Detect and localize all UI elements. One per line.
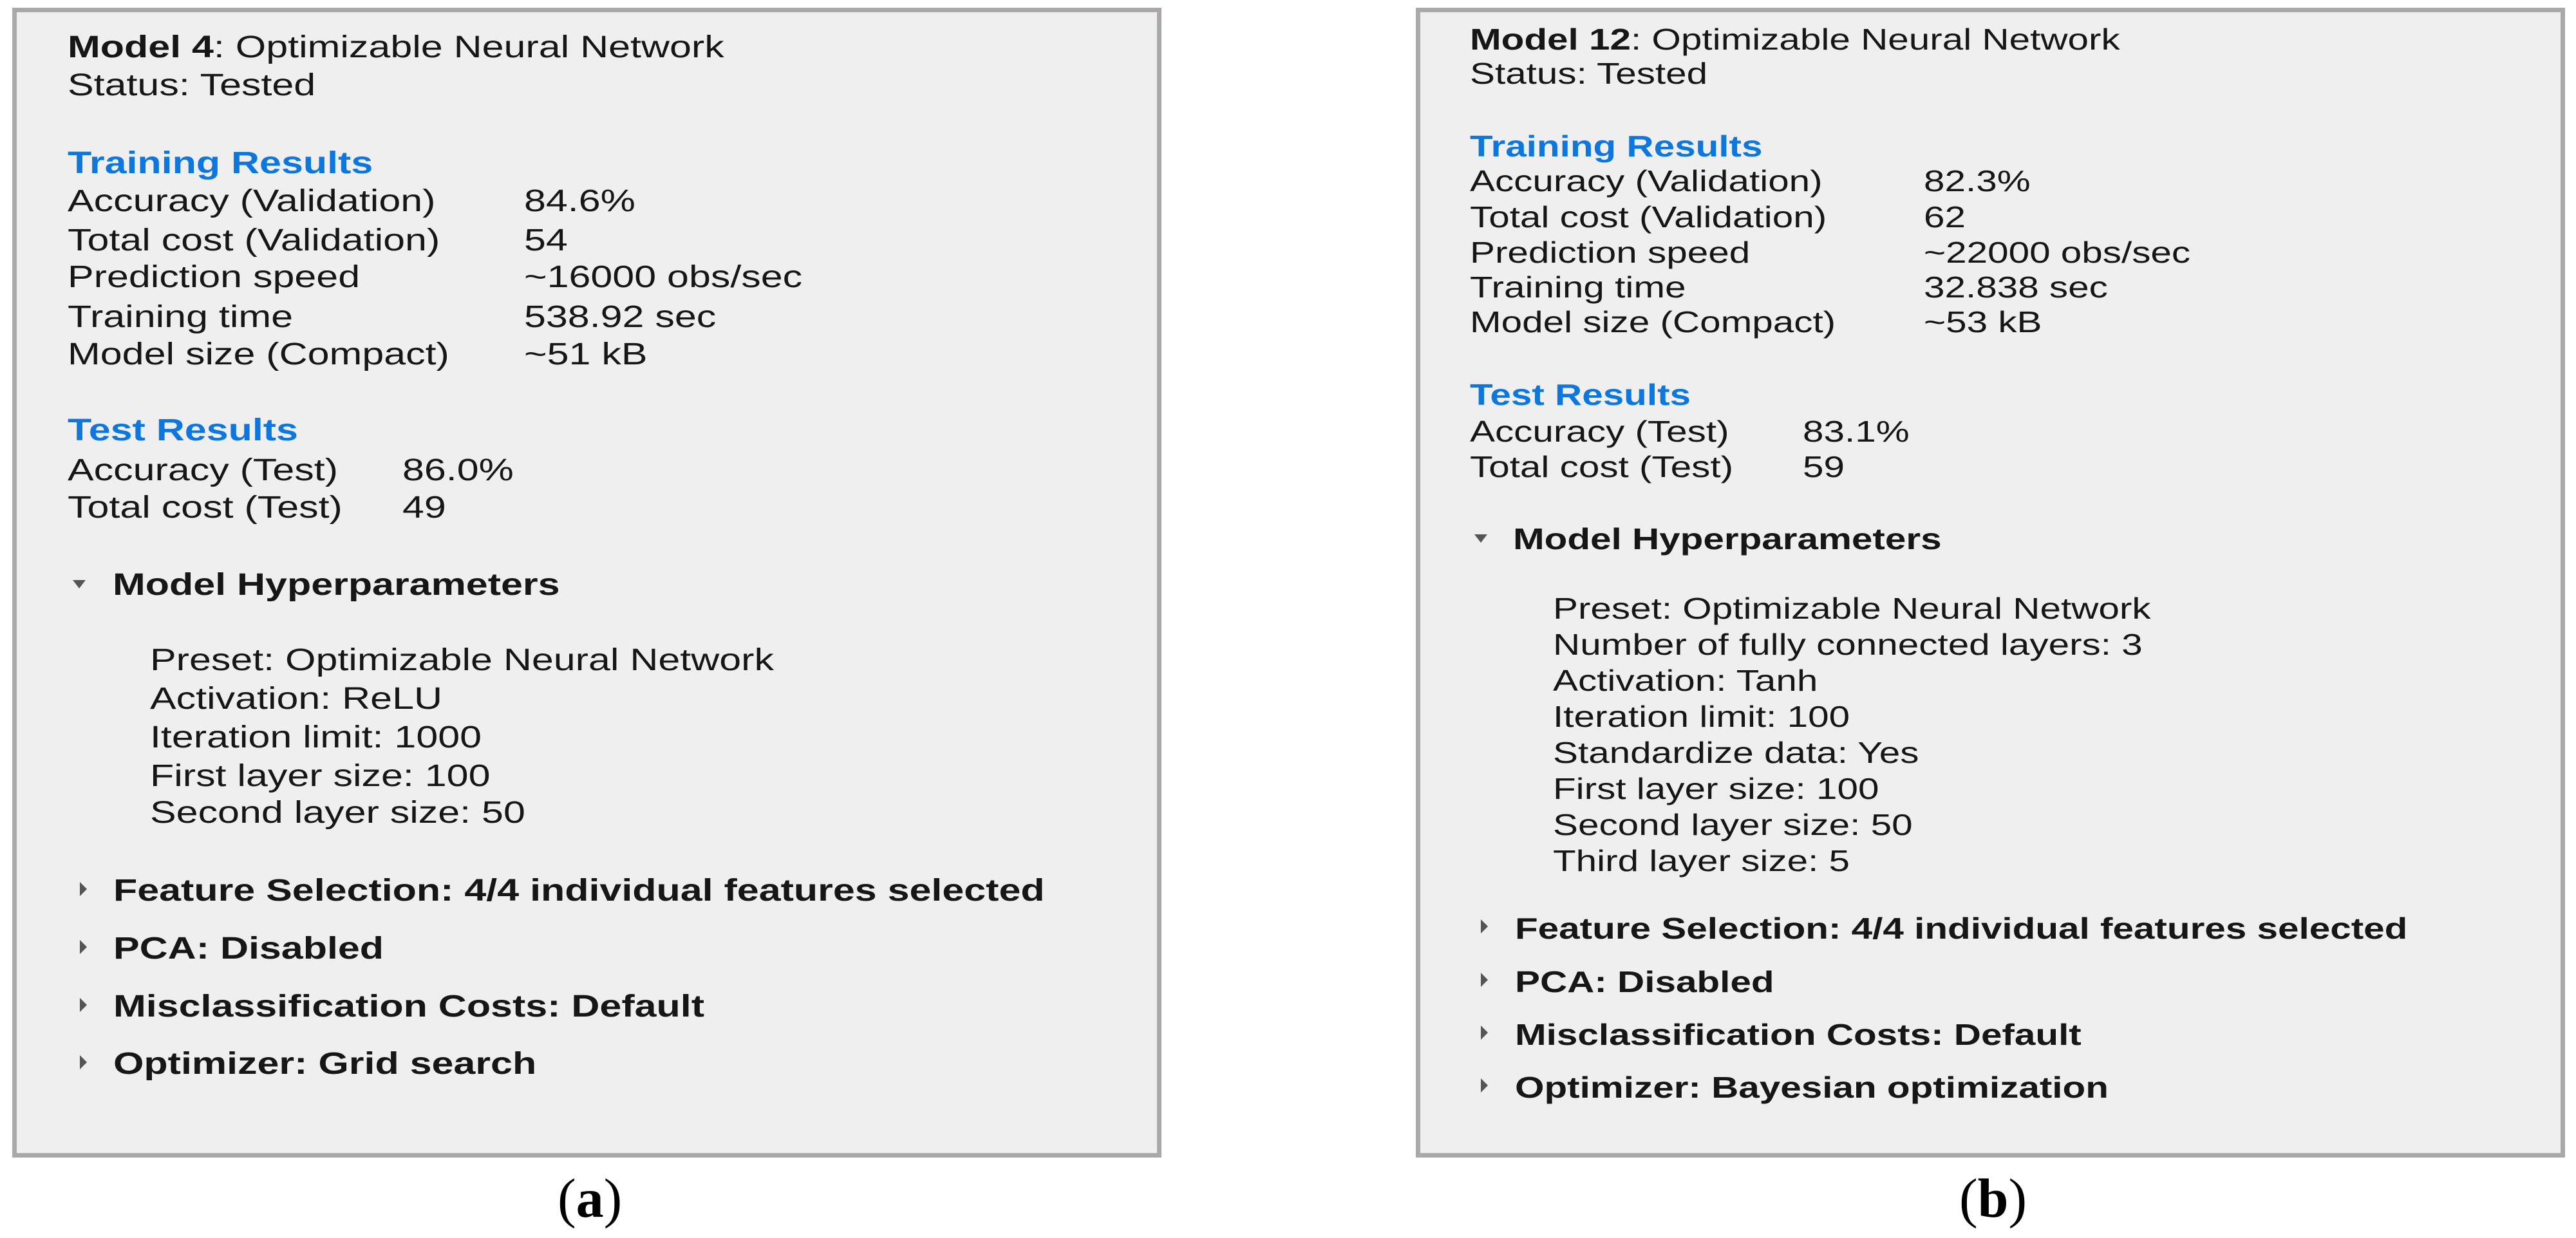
test-row-label: Total cost (Test) <box>1470 450 1734 483</box>
optimizer-section-toggle[interactable]: Optimizer: Bayesian optimization <box>1515 1071 2109 1104</box>
test-results-heading: Test Results <box>68 413 298 447</box>
training-row-label: Model size (Compact) <box>68 337 449 371</box>
training-row-value: 84.6% <box>524 184 635 218</box>
training-row-value: 538.92 sec <box>524 300 717 334</box>
caption-letter: b <box>1977 1167 2009 1229</box>
hyperparameter-item: First layer size: 100 <box>1553 772 1879 805</box>
hyperparameter-item: Second layer size: 50 <box>150 796 525 830</box>
training-row-label: Accuracy (Validation) <box>1470 164 1823 198</box>
hyperparameters-section-toggle[interactable]: Model Hyperparameters <box>1513 522 1942 556</box>
training-results-heading: Training Results <box>1470 129 1763 163</box>
model-title <box>68 32 724 63</box>
misclassification-costs-section-toggle[interactable]: Misclassification Costs: Default <box>113 989 705 1024</box>
test-row-value: 49 <box>402 491 446 525</box>
disclosure-triangle-collapsed-icon[interactable] <box>80 998 87 1012</box>
training-row-value: 82.3% <box>1924 164 2031 198</box>
model-status: Status: Tested <box>1470 57 1708 90</box>
disclosure-triangle-collapsed-icon[interactable] <box>80 1055 87 1069</box>
feature-selection-section-toggle[interactable]: Feature Selection: 4/4 individual features selected <box>113 874 1045 908</box>
hyperparameter-item: Iteration limit: 100 <box>1553 700 1850 733</box>
training-row-label: Model size (Compact) <box>1470 305 1836 339</box>
hyperparameter-item: First layer size: 100 <box>150 759 491 793</box>
model-title <box>1470 24 2120 54</box>
figure-caption-b <box>1959 1167 2027 1229</box>
training-row-label: Accuracy (Validation) <box>68 184 436 218</box>
training-row-label: Total cost (Validation) <box>1470 200 1827 234</box>
training-row-label: Total cost (Validation) <box>68 223 440 258</box>
hyperparameter-item: Activation: ReLU <box>150 682 443 716</box>
training-row-label: Prediction speed <box>1470 236 1751 269</box>
test-row-label: Accuracy (Test) <box>1470 415 1729 448</box>
training-row-value: 62 <box>1924 200 1966 234</box>
disclosure-triangle-collapsed-icon[interactable] <box>80 882 87 896</box>
hyperparameter-item: Preset: Optimizable Neural Network <box>150 643 774 677</box>
hyperparameter-item: Standardize data: Yes <box>1553 736 1919 769</box>
disclosure-triangle-expanded-icon[interactable] <box>73 580 86 588</box>
disclosure-triangle-collapsed-icon[interactable] <box>1481 919 1488 933</box>
hyperparameters-section-toggle[interactable]: Model Hyperparameters <box>113 568 560 602</box>
hyperparameter-item: Third layer size: 5 <box>1553 844 1850 877</box>
training-row-value: ~51 kB <box>524 337 648 371</box>
model-label: Model 12 <box>1470 23 1631 56</box>
caption-letter: a <box>576 1167 604 1229</box>
training-row-value: 54 <box>524 223 568 258</box>
test-row-value: 86.0% <box>402 453 514 487</box>
disclosure-triangle-collapsed-icon[interactable] <box>1481 973 1488 987</box>
training-row-label: Training time <box>68 300 294 334</box>
hyperparameter-item: Number of fully connected layers: 3 <box>1553 628 2143 661</box>
model-name: : Optimizable Neural Network <box>213 30 724 64</box>
caption-paren: ( <box>558 1167 576 1229</box>
training-row-value: ~22000 obs/sec <box>1924 236 2191 269</box>
feature-selection-section-toggle[interactable]: Feature Selection: 4/4 individual features selected <box>1515 912 2408 945</box>
test-row-label: Accuracy (Test) <box>68 453 339 487</box>
training-row-value: ~16000 obs/sec <box>524 260 803 294</box>
training-row-value: ~53 kB <box>1924 305 2042 339</box>
optimizer-section-toggle[interactable]: Optimizer: Grid search <box>113 1047 537 1081</box>
test-row-value: 59 <box>1803 450 1845 483</box>
hyperparameter-item: Activation: Tanh <box>1553 664 1818 697</box>
model-status: Status: Tested <box>68 68 316 102</box>
model-label: Model 4 <box>68 30 214 64</box>
training-row-value: 32.838 sec <box>1924 270 2108 304</box>
figure-caption-a <box>558 1167 623 1229</box>
hyperparameter-item: Second layer size: 50 <box>1553 808 1913 841</box>
disclosure-triangle-expanded-icon[interactable] <box>1474 534 1487 543</box>
model-name: : Optimizable Neural Network <box>1630 23 2120 56</box>
caption-paren: ) <box>2008 1167 2027 1229</box>
pca-section-toggle[interactable]: PCA: Disabled <box>1515 965 1774 999</box>
disclosure-triangle-collapsed-icon[interactable] <box>1481 1078 1488 1093</box>
misclassification-costs-section-toggle[interactable]: Misclassification Costs: Default <box>1515 1018 2082 1051</box>
test-row-label: Total cost (Test) <box>68 491 343 525</box>
caption-paren: ( <box>1959 1167 1978 1229</box>
training-row-label: Training time <box>1470 270 1686 304</box>
hyperparameter-item: Preset: Optimizable Neural Network <box>1553 592 2151 625</box>
test-results-heading: Test Results <box>1470 378 1691 411</box>
disclosure-triangle-collapsed-icon[interactable] <box>1481 1026 1488 1040</box>
pca-section-toggle[interactable]: PCA: Disabled <box>113 932 384 966</box>
training-row-label: Prediction speed <box>68 260 361 294</box>
test-row-value: 83.1% <box>1803 415 1910 448</box>
caption-paren: ) <box>603 1167 623 1229</box>
hyperparameter-item: Iteration limit: 1000 <box>150 720 482 755</box>
training-results-heading: Training Results <box>68 146 373 180</box>
disclosure-triangle-collapsed-icon[interactable] <box>80 940 87 954</box>
